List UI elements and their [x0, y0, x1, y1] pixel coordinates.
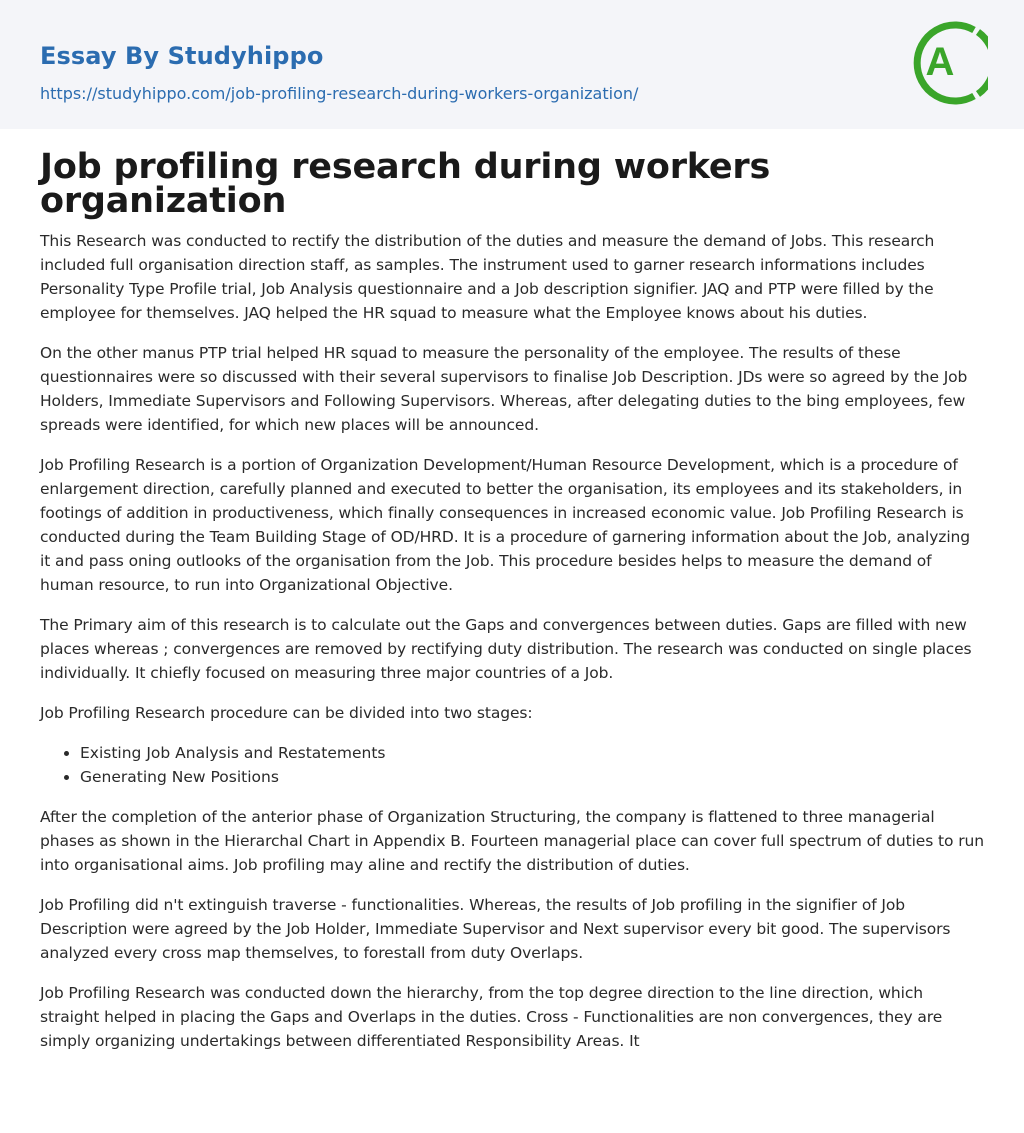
list-item: • Generating New Positions	[80, 765, 984, 789]
paragraph: The Primary aim of this research is to calculate out the Gaps and convergences between duties. Gaps are filled with new places whereas ; convergences are removed by rectifying duty distribution. The research was conducted on single places individually. It chiefly focused on measuring three major countries of a Job.	[40, 616, 972, 682]
article-title-wrap	[40, 147, 990, 221]
brand-name[interactable]: Essay By Studyhippo	[40, 42, 324, 70]
paragraph: On the other manus PTP trial helped HR squad to measure the personality of the employee. The results of these questionnaires were so discussed with their several supervisors to finalise Job Description. JDs were so agreed by the Job Holders, Immediate Supervisors and Following Supervisors. Whereas, after delegating duties to the bing employees, few spreads were identified, for which new places will be announced.	[40, 344, 968, 434]
stages-list	[40, 741, 984, 789]
site-header	[0, 0, 1024, 129]
page-url-link[interactable]: https://studyhippo.com/job-profiling-research-during-workers-organization/	[40, 84, 639, 103]
paragraph: Job Profiling Research was conducted down the hierarchy, from the top degree direction to the line direction, which straight helped in placing the Gaps and Overlaps in the duties. Cross - Functionalities are non convergences, they are simply organizing undertakings between differentiated Responsibility Areas. It	[40, 984, 943, 1050]
studyhippo-logo-icon[interactable]	[912, 18, 988, 108]
paragraph: This Research was conducted to rectify the distribution of the duties and measure the demand of Jobs. This research included full organisation direction staff, as samples. The instrument used to garner research informations includes Personality Type Profile trial, Job Analysis questionnaire and a Job description signifier. JAQ and PTP were filled by the employee for themselves. JAQ helped the HR squad to measure what the Employee knows about his duties.	[40, 232, 935, 322]
article-body	[40, 229, 984, 1069]
list-item: • Existing Job Analysis and Restatements	[80, 741, 984, 765]
paragraph: Job Profiling Research is a portion of Organization Development/Human Resource Development, which is a procedure of enlargement direction, carefully planned and executed to better the organisation, its employees and its stakeholders, in footings of addition in productiveness, which finally consequences in increased economic value. Job Profiling Research is conducted during the Team Building Stage of OD/HRD. It is a procedure of garnering information about the Job, analyzing it and pass oning outlooks of the organisation from the Job. This procedure besides helps to measure the demand of human resource, to run into Organizational Objective.	[40, 456, 971, 594]
logo-letter: A	[925, 40, 955, 84]
paragraph: Job Profiling Research procedure can be divided into two stages:	[40, 704, 533, 722]
article-title: Job profiling research during workers organization	[40, 147, 771, 221]
paragraph: Job Profiling did n't extinguish traverse - functionalities. Whereas, the results of Job profiling in the signifier of Job Description were agreed by the Job Holder, Immediate Supervisor and Next supervisor every bit good. The supervisors analyzed every cross map themselves, to forestall from duty Overlaps.	[40, 896, 951, 962]
paragraph: After the completion of the anterior phase of Organization Structuring, the company is flattened to three managerial phases as shown in the Hierarchal Chart in Appendix B. Fourteen managerial place can cover full spectrum of duties to run into organisational aims. Job profiling may aline and rectify the distribution of duties.	[40, 808, 984, 874]
